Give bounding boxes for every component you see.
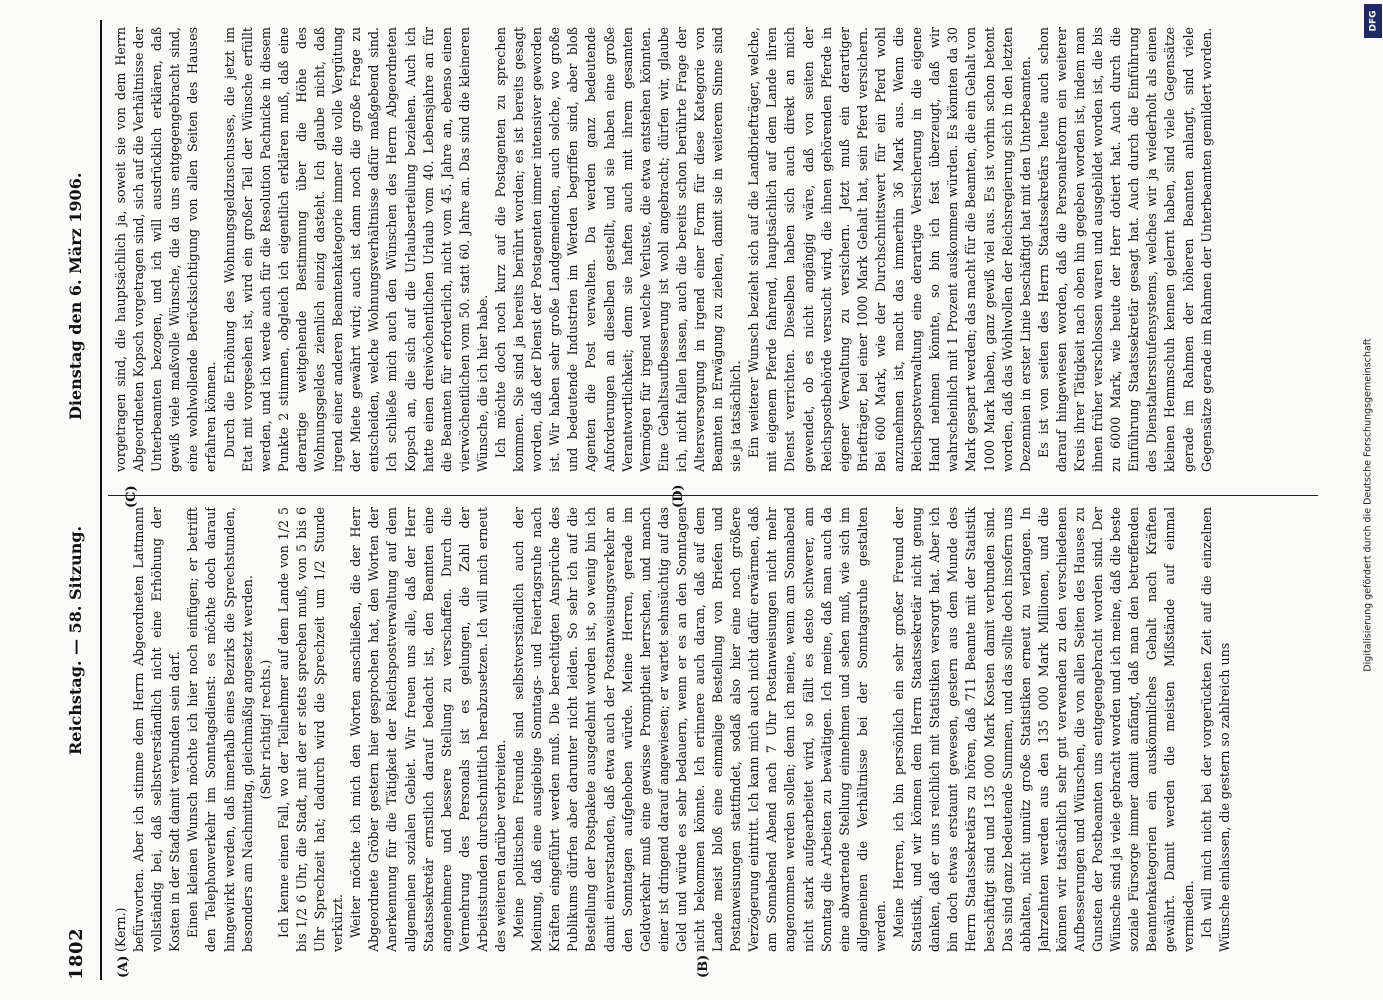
paragraph: Ich möchte doch noch kurz auf die Postagenten zu sprechen kommen. Sie sind ja bereits berührt worden; es ist bereits gesagt worden, daß der Dienst der Postagenten immer intensiver geworden ist. Wir haben sehr große Landgemeinden, auch solche, wo große und bedeutende Industrien im Werden begriffen sind, aber bloß Agenten die Post verwalten. Da werden ganz bedeutende Anforderungen an dieselben gestellt, und sie haben eine große Verantwortlichkeit; denn sie haften auch mit ihrem gesamten Vermögen für irgend welche Verluste, die etwa entstehen könnten. Eine Gehaltsaufbesserung ist wohl angebracht; dürfen wir, glaube ich, nicht fallen lassen, auch die bereits schon berührte Frage der Altersversorgung in irgend einer Form für diese Kategorie von Beamten in Erwägung zu ziehen, damit sie in weiterem Sinne sind sie ja tatsächlich. — [492, 27, 744, 472]
paragraph: Ein weiterer Wunsch bezieht sich auf die Landbriefträger, welche, mit eigenem Pferde fahrend, hauptsächlich auf dem Lande ihren Dienst verrichten. Dieselben haben sich auch direkt an mich gewendet, ob es nicht angängig wäre, daß von seiten der Reichspostbehörde versucht wird, die ihnen gehörenden Pferde in eigener Verwaltung zu versichern. Jetzt muß ein derartiger Briefträger, bei einer 1000 Mark Gehalt hat, sein Pferd versichern. Bei 600 Mark, wie der Durchschnittswert für ein Pferd wohl anzunehmen ist, macht das immerhin 36 Mark aus. Wenn die Reichspostverwaltung eine derartige Versicherung in die eigene Hand nehmen könnte, so bin ich fest überzeugt, daß wir wahrscheinlich mit 1 Prozent auskommen würden. Es könnten da 30 Mark gespart werden; das macht für die Beamten, die ein Gehalt von 1000 Mark haben, ganz gewiß viel aus. Es ist vorhin schon betont worden, daß das Wohlwollen der Reichsregierung sich in den letzten Dezennien in erster Linie beschäftigt hat mit den Unterbeamten. — [746, 27, 1033, 472]
digitization-credit-text: Digitalisierung gefördert durch die Deutsche Forschungsgemeinschaft — [1362, 338, 1374, 672]
margin-mark-a: (A) — [116, 955, 131, 978]
paragraph: Ich will mich nicht bei der vorgerückten Zeit auf die einzelnen Wünsche einlassen, die gestern so zahlreich uns — [1198, 507, 1232, 952]
paragraph: vorgetragen sind, die hauptsächlich ja, soweit sie von dem Herrn Abgeordneten Kopsch vorgetragen sind, sich auf die Verhältnisse der Unterbeamten bezogen, und ich will ausdrücklich erklären, daß gewiß viele maßvolle Wünsche, die da uns entgegengebracht sind, eine wohlwollende Berücksichtigung von allen Seiten des Hauses erfahren können. — [113, 27, 219, 472]
paragraph: befürworten. Aber ich stimme dem Herrn Abgeordneten Lattmann vollständig bei, daß selbstverständlich nicht eine Erhöhung der Kosten in der Stadt damit verbunden sein darf. — [131, 507, 183, 952]
header-date: Dienstag den 6. März 1906. — [66, 172, 85, 420]
dfg-logo-text: DFG — [1368, 10, 1379, 32]
paragraph: Es ist von seiten des Herrn Staatssekretärs heute auch schon darauf hingewiesen worden, daß die Personalreform ein weiterer Kreis ihrer Tätigkeit nach oben hin gegeben worden ist, indem man ihnen früher verschlossen waren und ausgebildet worden ist, die bis zu 6000 Mark, wie heute der Herr dotiert hat. Auch durch die Einführung Staatssekretär gesagt hat. Auch durch die Einführung des Dienstaltersstufensystems, welches wir ja wiederholt als einen kleinen Hemmschuh kennen gelernt haben, sind viele Gegensätze gerade im Rahmen der höheren Beamten anlangt, sind viele Gegensätze gerade im Rahmen der Unterbeamten gemildert worden. — [1035, 27, 1214, 472]
speaker-name: (Kern.) — [113, 907, 128, 952]
paragraph: Ich kenne einen Fall, wo der Teilnehmer auf dem Lande von 1/2 5 bis 1/2 6 Uhr, die Stadt, mit der er stets sprechen muß, von 5 bis 6 Uhr Sprechzeit hat; dadurch wird die Sprechzeit um 1/2 Stunde verkürzt. — [275, 507, 346, 952]
dfg-logo-icon — [1364, 4, 1382, 38]
margin-mark-d: (D) — [671, 484, 686, 508]
margin-mark-c: (C) — [124, 485, 139, 508]
interjection: (Sehr richtig! rechts.) — [257, 659, 273, 800]
digitization-credit-strip — [1350, 0, 1383, 1000]
page-header — [56, 20, 102, 980]
right-column — [112, 27, 1312, 472]
column-divider — [108, 495, 1318, 496]
paragraph: Meine Herren, ich bin persönlich ein sehr großer Freund der Statistik, und wir können dem Herrn Staatssekretär nicht genug danken, daß er uns reichlich mit Statistiken versorgt hat. Aber ich bin doch etwas erstaunt gewesen, gestern aus dem Munde des Herrn Staatssekretärs zu hören, daß 711 Beamte mit der Statistik beschäftigt sind und 135 000 Mark Kosten damit verbunden sind. Das sind ganz bedeutende Summen, und das sollte doch insofern uns abhalten, nicht unnütz große Statistiken erneut zu verlangen. In Jahrzehnten werden aus den 135 000 Mark Millionen, und die können wir tatsächlich sehr gut verwenden zu den verschiedenen Aufbesserungen und Wünschen, die von allen Seiten des Hauses zu Gunsten der Postbeamten uns entgegengebracht worden sind. Der Wünsche sind ja viele gebracht worden und ich meine, daß die beste soziale Fürsorge immer damit anfängt, daß man den betreffenden Beamtenkategorien ein auskömmliches Gehalt nach Kräften gewährt. Damit werden die meisten Mißstände auf einmal vermieden. — [891, 507, 1196, 952]
rotated-document-page — [56, 20, 1326, 980]
paragraph: Meine politischen Freunde sind selbstverständlich auch der Meinung, daß eine ausgiebige Sonntags- und Feiertagsruhe nach Kräften eingeführt werden muß. Die berechtigten Ansprüche des Publikums dürfen aber darunter nicht leiden. So sehr ich auf die Bestellung der Postpakete ausgedehnt worden ist, so wenig bin ich damit einverstanden, daß etwa auch der Postanweisungsverkehr an den Sonntagen aufgehoben würde. Meine Herren, gerade im Geldverkehr muß eine gewisse Promptheit herrschen, und manch einer ist dringend darauf angewiesen; er wartet sehnsüchtig auf das Geld und würde es sehr bedauern, wenn er es an den Sonntagen nicht bekommen könnte. Ich erinnere auch daran, daß auf dem Lande meist bloß eine einmalige Bestellung von Briefen und Postanweisungen stattfindet, sodaß also hier eine noch größere Verzögerung eintritt. Ich kann mich auch nicht dafür erwärmen, daß am Sonnabend Abend nach 7 Uhr Postanweisungen nicht mehr angenommen werden sollen; denn ich meine, wenn am Sonnabend nicht stark aufgearbeitet wird, so fällt es desto schwerer, am Sonntag die Arbeiten zu bewältigen. Ich meine, daß man auch da eine abwartende Stellung einnehmen und sehen muß, wie sich im allgemeinen die Verhältnisse bei der Sonntagsruhe gestalten werden. — [511, 507, 888, 952]
margin-mark-b: (B) — [696, 954, 711, 978]
paragraph: Weiter möchte ich mich den Worten anschließen, die der Herr Abgeordnete Gröber gestern hier gesprochen hat, den Worten der Anerkennung für die Tätigkeit der Reichspostverwaltung auf dem allgemeinen sozialen Gebiet. Wir freuen uns alle, daß der Herr Staatssekretär ernstlich darauf bedacht ist, den Beamten eine angenehmere und bessere Stellung zu verschaffen. Durch die Vermehrung des Personals ist es gelungen, die Zahl der Arbeitsstunden durchschnittlich herabzusetzen. Ich will mich erneut des weiteren darüber verbreiten. — [348, 507, 508, 952]
left-column — [112, 507, 1312, 952]
paragraph: Durch die Erhöhung des Wohnungsgeldzuschusses, die jetzt im Etat mit vorgesehen ist, wird ein großer Teil der Wünsche erfüllt werden, und ich werde auch für die Resolution Pachnicke in diesem Punkte 2 stimmen, obgleich ich eigentlich erklären muß, daß eine derartige weitgehende Bestimmung über die Höhe des Wohnungsgeldes ziemlich einzig dasteht. Ich glaube nicht, daß irgend einer anderen Beamtenkategorie immer die volle Vergütung der Miete gewährt wird; auch ist dann noch die große Frage zu entscheiden, welche Wohnungsverhältnisse dafür maßgebend sind. Ich schließe mich auch den Wünschen des Herrn Abgeordneten Kopsch an, die sich auf die Urlaubserteilung beziehen. Auch ich hatte einen dreiwöchentlichen Urlaub vom 40. Lebensjahre an für die Beamten für erforderlich, nicht vom 45. Jahre an, ebenso einen vierwöchentlichen vom 50. statt 60. Jahre an. Das sind die kleineren Wünsche, die ich hier habe. — [221, 27, 490, 472]
paragraph: Einen kleinen Wunsch möchte ich hier noch einfügen; er betrifft den Telephonverkehr im Sonntagsdienst: es möchte doch darauf hingewirkt werden, daß innerhalb eines Bezirks die Sprechstunden, besonders am Nachmittag, gleichmäßig angesetzt werden. — [185, 507, 255, 952]
page-number: 1802 — [66, 927, 87, 980]
header-session: Reichstag. — 58. Sitzung. — [66, 525, 85, 755]
